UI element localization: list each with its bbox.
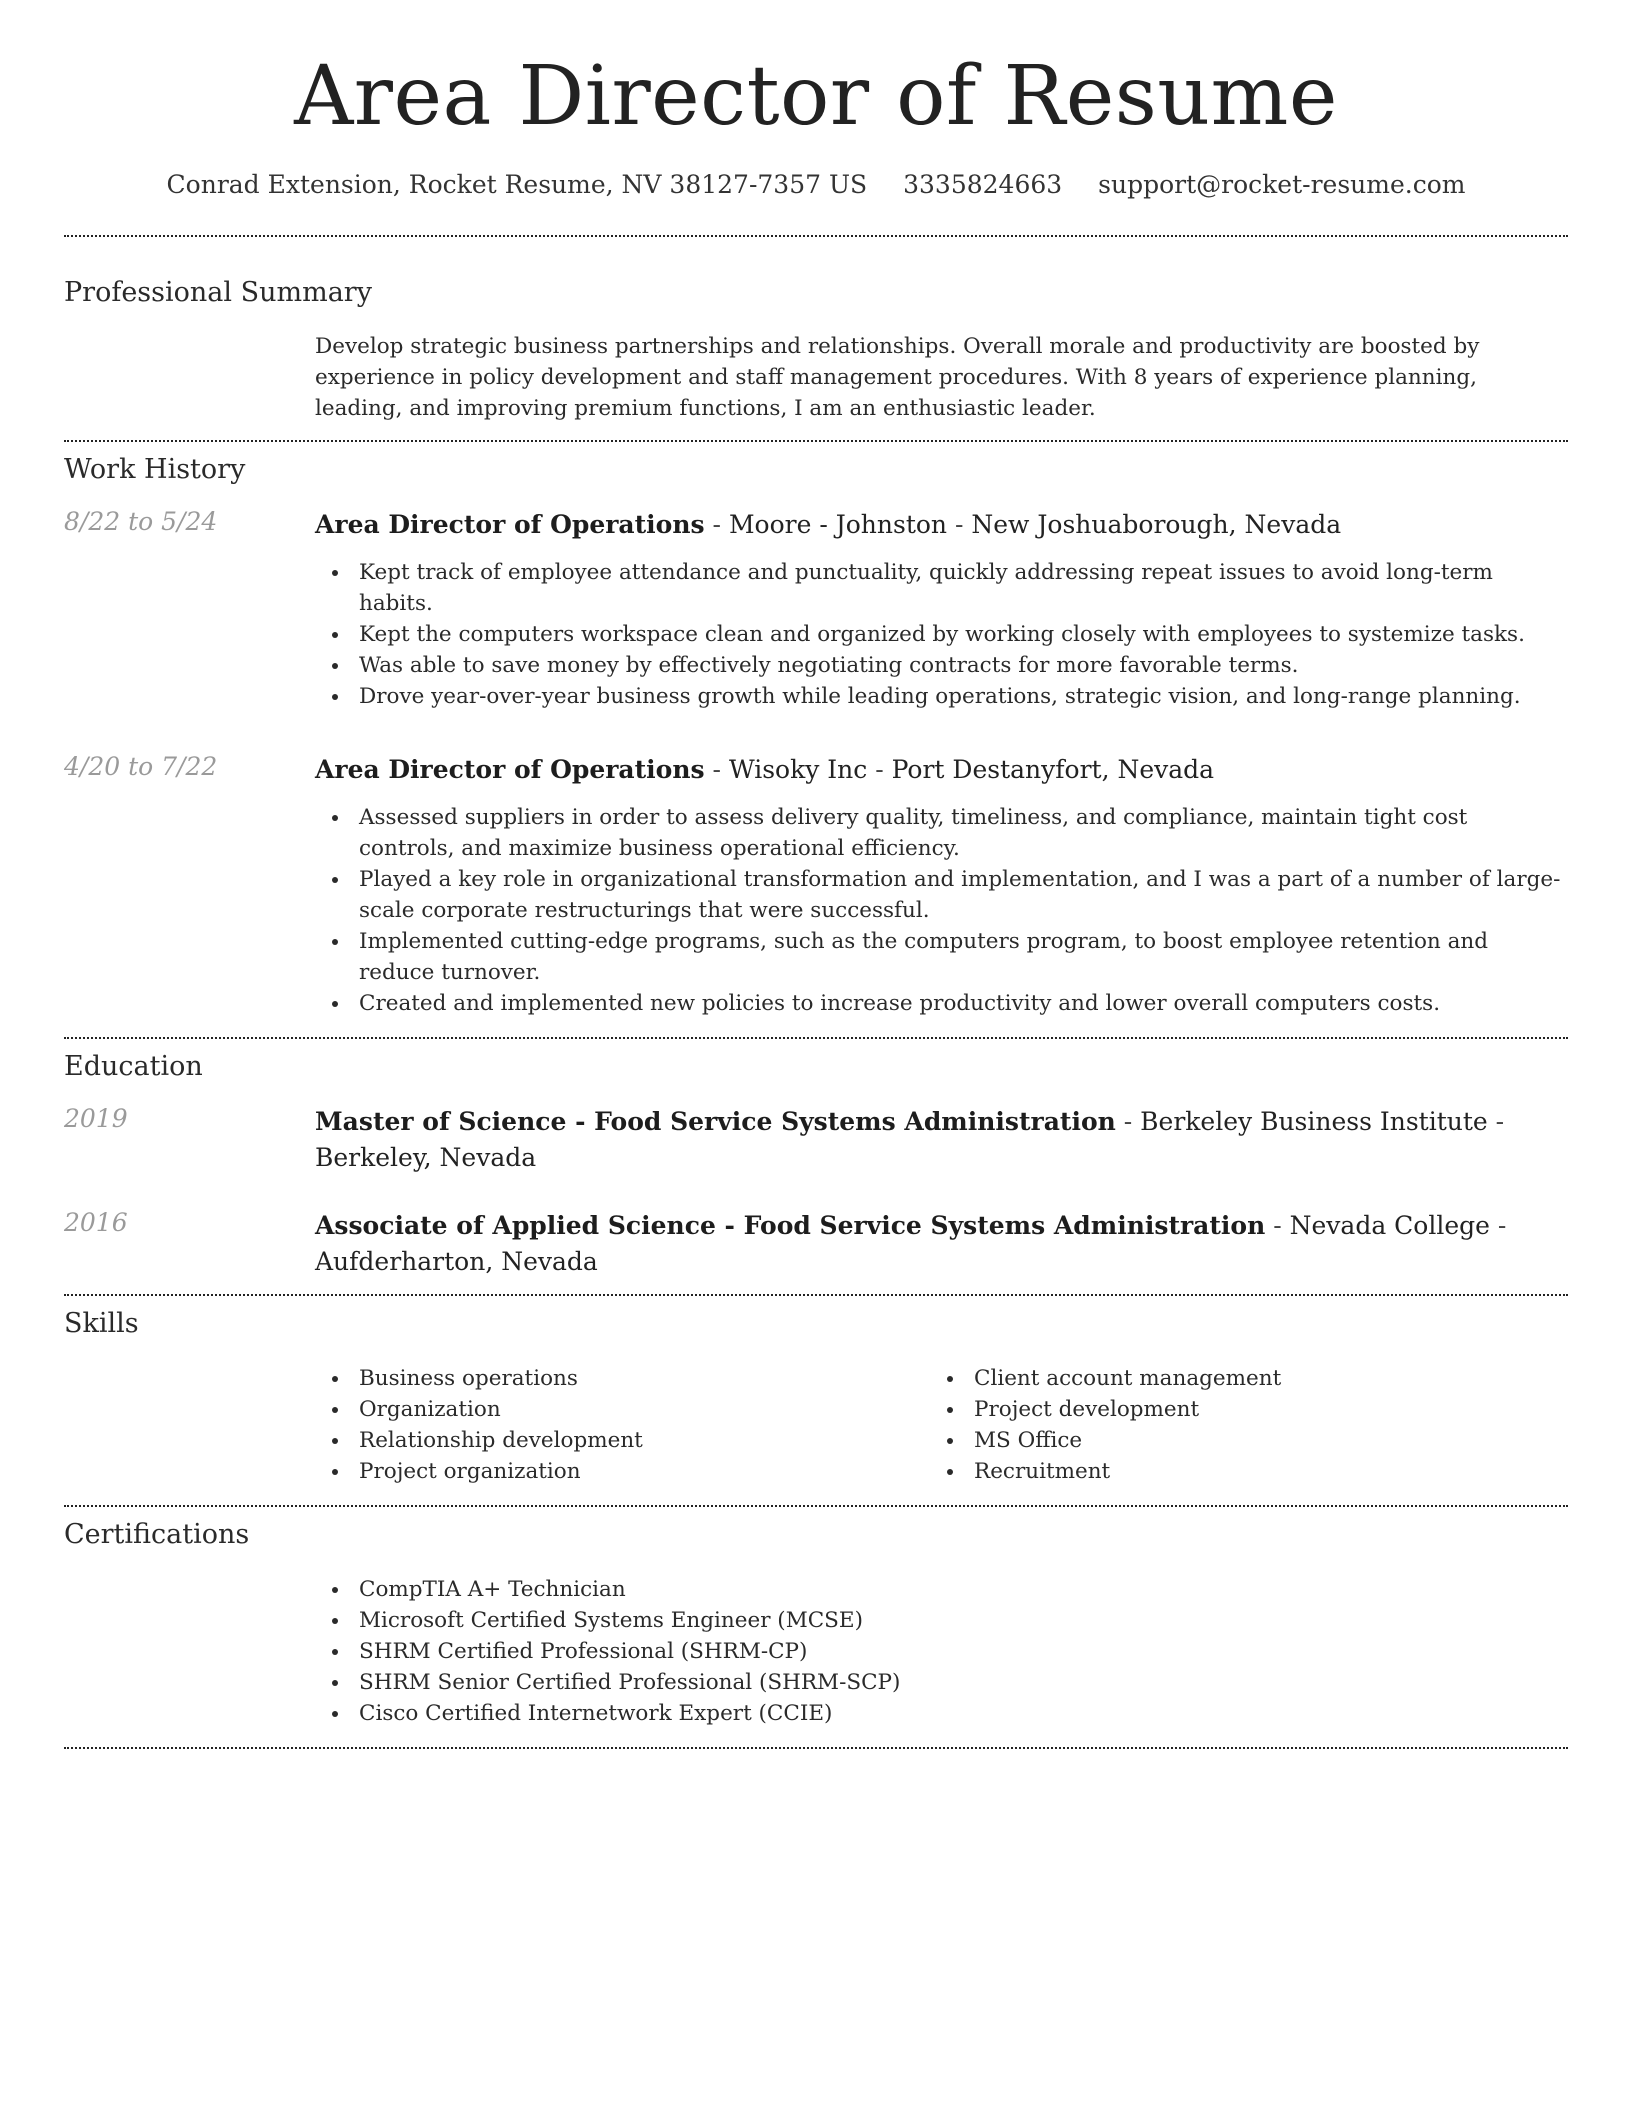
skills-list-left — [315, 1363, 930, 1487]
summary-section — [64, 237, 1568, 424]
list-item: Client account management — [930, 1363, 1545, 1394]
job-location: New Joshuaborough, Nevada — [971, 510, 1342, 540]
education-year: 2019 — [64, 1104, 128, 1134]
list-item: Kept track of employee attendance and punctuality, quickly addressing repeat issues to avoid long-term habits. — [315, 557, 1568, 619]
list-item: Was able to save money by effectively negotiating contracts for more favorable terms. — [315, 650, 1568, 681]
job-entry — [64, 507, 1568, 712]
section-title-education: Education — [64, 1051, 203, 1083]
section-title-certifications: Certifications — [64, 1519, 250, 1551]
education-heading: Master of Science - Food Service Systems Administration - Berkeley Business Institute - Berkeley, Nevada — [315, 1107, 1505, 1173]
list-item: CompTIA A+ Technician — [315, 1574, 1568, 1605]
list-item: Organization — [315, 1394, 930, 1425]
list-item: Project development — [930, 1394, 1545, 1425]
list-item: Project organization — [315, 1456, 930, 1487]
education-year: 2016 — [64, 1208, 128, 1238]
list-item: SHRM Senior Certified Professional (SHRM-SCP) — [315, 1667, 1568, 1698]
job-company: Wisoky Inc — [728, 755, 868, 785]
education-school: Berkeley Business Institute — [1140, 1107, 1488, 1137]
contact-email: support@rocket-resume.com — [1098, 170, 1466, 200]
job-heading: Area Director of Operations - Wisoky Inc - Port Destanyfort, Nevada — [315, 755, 1215, 785]
list-item: Recruitment — [930, 1456, 1545, 1487]
contact-address: Conrad Extension, Rocket Resume, NV 38127-7357 US — [166, 170, 868, 200]
job-company: Moore - Johnston — [728, 510, 948, 540]
job-dates: 8/22 to 5/24 — [64, 507, 218, 537]
list-item: Cisco Certified Internetwork Expert (CCIE) — [315, 1698, 1568, 1729]
list-item: Assessed suppliers in order to assess delivery quality, timeliness, and compliance, maintain tight cost controls, and maximize business operational efficiency. — [315, 802, 1568, 864]
list-item: Relationship development — [315, 1425, 930, 1456]
list-item: Business operations — [315, 1363, 930, 1394]
education-heading: Associate of Applied Science - Food Service Systems Administration - Nevada College - Aufderharton, Nevada — [315, 1211, 1507, 1277]
list-item: SHRM Certified Professional (SHRM-CP) — [315, 1636, 1568, 1667]
job-bullets — [315, 557, 1568, 712]
skills-list-right — [930, 1363, 1545, 1487]
education-school: Nevada College — [1289, 1211, 1490, 1241]
divider — [64, 1747, 1568, 1749]
education-entry — [64, 1104, 1568, 1176]
work-history-section — [64, 442, 1568, 1019]
job-bullets — [315, 802, 1568, 1019]
section-title-work: Work History — [64, 454, 246, 486]
section-title-skills: Skills — [64, 1308, 139, 1340]
certifications-section — [64, 1507, 1568, 1729]
resume-page — [64, 0, 1568, 1749]
list-item: Drove year-over-year business growth while leading operations, strategic vision, and long-range planning. — [315, 681, 1568, 712]
list-item: Kept the computers workspace clean and organized by working closely with employees to systemize tasks. — [315, 619, 1568, 650]
summary-text: Develop strategic business partnerships and relationships. Overall morale and productivity are boosted by experience in policy development and staff management procedures. With 8 years of experience planning, leading, and improving premium functions, I am an enthusiastic leader. — [315, 334, 1480, 422]
certifications-list — [315, 1574, 1568, 1729]
job-position: Area Director of Operations — [315, 510, 705, 540]
job-heading: Area Director of Operations - Moore - Johnston - New Joshuaborough, Nevada — [315, 510, 1342, 540]
contact-line — [64, 170, 1568, 199]
contact-phone: 3335824663 — [903, 170, 1063, 200]
list-item: Microsoft Certified Systems Engineer (MCSE) — [315, 1605, 1568, 1636]
education-location: Aufderharton, Nevada — [315, 1247, 598, 1277]
list-item: Created and implemented new policies to increase productivity and lower overall computers costs. — [315, 988, 1568, 1019]
list-item: Played a key role in organizational transformation and implementation, and I was a part of a number of large-scale corporate restructurings that were successful. — [315, 864, 1568, 926]
resume-name: Area Director of Resume — [294, 49, 1338, 144]
section-title-summary: Professional Summary — [64, 277, 372, 309]
list-item: Implemented cutting-edge programs, such as the computers program, to boost employee retention and reduce turnover. — [315, 926, 1568, 988]
list-item: MS Office — [930, 1425, 1545, 1456]
education-location: Berkeley, Nevada — [315, 1143, 537, 1173]
job-position: Area Director of Operations — [315, 755, 705, 785]
education-entry — [64, 1208, 1568, 1280]
education-degree: Associate of Applied Science - Food Service Systems Administration — [315, 1211, 1266, 1241]
job-dates: 4/20 to 7/22 — [64, 752, 218, 782]
skills-section — [64, 1296, 1568, 1487]
education-degree: Master of Science - Food Service Systems Administration — [315, 1107, 1116, 1137]
job-entry — [64, 752, 1568, 1019]
job-location: Port Destanyfort, Nevada — [891, 755, 1215, 785]
education-section — [64, 1039, 1568, 1280]
